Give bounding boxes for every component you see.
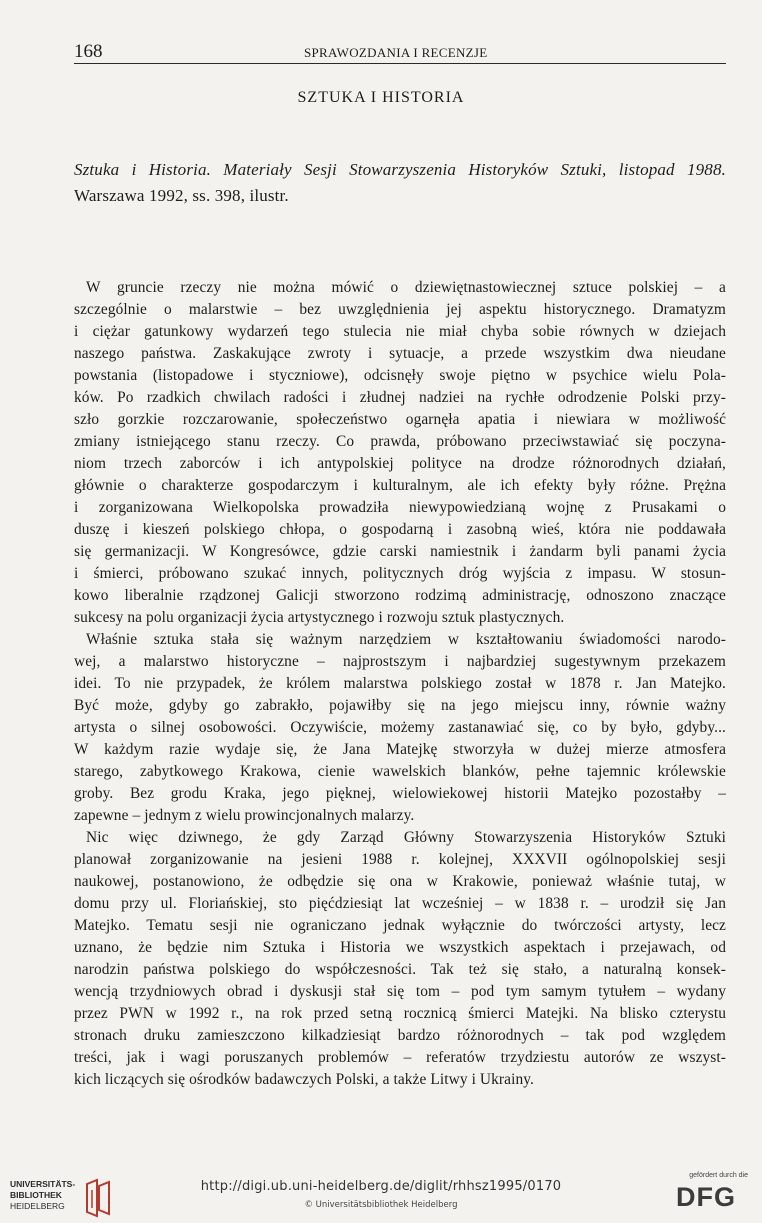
body-line: naszego państwa. Zaskakujące zwroty i sytuacje, a przede wszystkim dwa nieudane [74,345,726,362]
body-line: Właśnie sztuka stała się ważnym narzędziem w kształtowaniu świadomości narodo- [86,631,726,648]
page-number: 168 [74,41,103,62]
body-line: powstania (listopadowe i styczniowe), odcisnęły swoje piętno w psychice wielu Pola- [74,367,726,384]
body-line: głównie o charakterze gospodarczym i kulturalnym, ale ich efekty były różne. Prężna [74,477,726,494]
body-line: przez PWN w 1992 r., na rok przed setną rocznicą śmierci Matejki. Na blisko czterystu [74,1005,726,1022]
body-line: artysta o silnej osobowości. Oczywiście, możemy zastanawiać się, co by było, gdyby... [74,719,726,736]
book-citation [74,157,726,209]
body-line: planował zorganizowanie na jesieni 1988 r. kolejnej, XXXVII ogólnopolskiej sesji [74,851,726,868]
body-line: naukowej, postanowiono, że odbędzie się ona w Krakowie, ponieważ właśnie tutaj, w [74,873,726,890]
body-line: i śmierci, próbowano szukać innych, politycznych dróg wyjścia z impasu. W stosun- [74,565,726,582]
body-line: idei. To nie przypadek, że królem malarstwa polskiego został w 1878 r. Jan Matejko. [74,675,726,692]
body-line: groby. Bez grodu Kraka, jego pięknej, wielowiekowej historii Matejko pozostałby – [74,785,726,802]
header-rule [74,63,726,64]
body-line: kowo liberalnie rządzonej Galicji stworzono rodzimą administrację, odnoszono znaczące [74,587,726,604]
body-line: narodzin państwa polskiego do współczesności. Tak też się stało, a naturalną konsek- [74,961,726,978]
body-line: domu przy ul. Floriańskiej, sto pięćdziesiąt lat wcześniej – w 1838 r. – urodził się Jan [74,895,726,912]
body-line: zmiany istniejącego stanu rzeczy. Co prawda, próbowano przeciwstawiać się poczyna- [74,433,726,450]
dfg-logo [676,1172,748,1220]
body-line: W gruncie rzeczy nie można mówić o dziewiętnastowiecznej sztuce polskiej – a [86,279,726,296]
body-line: kich liczących się ośrodków badawczych Polski, a także Litwy i Ukrainy. [74,1071,534,1088]
copyright-notice: © Universitätsbibliothek Heidelberg [304,1200,458,1210]
body-line: ków. Po rzadkich chwilach radości i złudnej nadziei na rychłe odrodzenie Polski przy- [74,389,726,406]
citation-title: Sztuka i Historia. Materiały Sesji Stowarzyszenia Historyków Sztuki, listopad 1988. [74,160,726,179]
library-line-1: UNIVERSITÄTS- [10,1179,76,1189]
body-line: zapewne – jednym z wielu prowincjonalnych malarzy. [74,807,415,824]
body-line: treści, jak i wagi poruszanych problemów – referatów trzydziestu autorów ze wszyst- [74,1049,726,1066]
section-title: SZTUKA I HISTORIA [297,89,465,106]
citation-details: Warszawa 1992, ss. 398, ilustr. [74,186,289,205]
body-line: Być może, gdyby go zabrakło, pojawiłby się na jego miejscu inny, równie ważny [74,697,726,714]
body-line: wej, a malarstwo historyczne – najprostszym i najbardziej sugestywnym przekazem [74,653,726,670]
body-line: duszę i kieszeń polskiego chłopa, o gospodarną i zasobną wieś, która nie poddawała [74,521,726,538]
body-line: W każdym razie wydaje się, że Jana Matejkę stworzyła w dużej mierze atmosfera [74,741,726,758]
review-body [74,277,726,1091]
body-line: uznano, że będzie nim Sztuka i Historia we wszystkich aspektach i przejawach, od [74,939,726,956]
body-line: starego, zabytkowego Krakowa, cienie wawelskich blanków, pełne tajemnic królewskie [74,763,726,780]
library-line-3: HEIDELBERG [10,1201,65,1211]
running-head: SPRAWOZDANIA I RECENZJE [304,45,488,60]
body-line: sukcesy na polu organizacji życia artystycznego i rozwoju sztuk plastycznych. [74,609,565,626]
source-url[interactable]: http://digi.ub.uni-heidelberg.de/diglit/rhhsz1995/0170 [200,1179,562,1194]
library-line-2: BIBLIOTHEK [10,1190,62,1200]
body-line: szczególnie o malarstwie – bez uwzględnienia jej aspektu historycznego. Dramatyzm [74,301,726,318]
digitization-footer [0,1170,762,1223]
body-line: Nic więc dziwnego, że gdy Zarząd Główny Stowarzyszenia Historyków Sztuki [86,829,726,846]
body-line: i zorganizowana Wielkopolska prowadziła niewypowiedzianą wojnę z Prusakami o [74,499,726,516]
body-line: Matejko. Tematu sesji nie ograniczano jednak wyłącznie do twórczości artysty, lecz [74,917,726,934]
body-line: szło gorzkie rozczarowanie, społeczeństwo ogarnęła apatia i niewiara w możliwość [74,411,726,428]
page-header [74,40,726,66]
body-line: i ciężar gatunkowy wydarzeń tego stulecia nie miał chyba sobie równych w dziejach [74,323,726,340]
body-line: się germanizacji. W Kongresówce, gdzie carski namiestnik i żandarm byli panami życia [74,543,726,560]
body-line: stronach druku zamieszczono kilkadziesiąt bardzo różnorodnych – tak pod względem [74,1027,726,1044]
dfg-funding-label: gefördert durch die [689,1172,748,1179]
dfg-wordmark: DFG [676,1182,736,1212]
body-line: niom trzech zaborców i ich antypolskiej polityce na drodze różnorodnych działań, [74,455,726,472]
body-line: wencją trzydniowych obrad i dyskusji stał się tom – pod tym samym tytułem – wydany [74,983,726,1000]
